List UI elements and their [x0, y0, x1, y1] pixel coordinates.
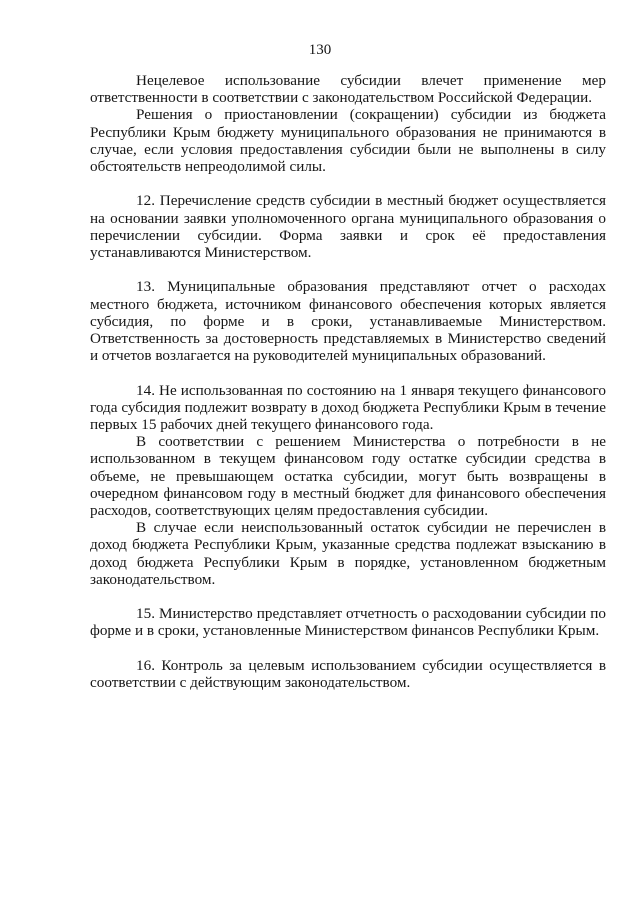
paragraph-suspension-decisions: Решения о приостановлении (сокращении) субсидии из бюджета Республики Крым бюджету муниципального образования не принимаются в случае, если условия предоставления субсидии были не выполнены в силу обстоятельств непреодолимой силы. — [90, 106, 606, 176]
paragraph-item-15: 15. Министерство представляет отчетность о расходовании субсидии по форме и в сроки, установленные Министерством финансов Республики Крым. — [90, 605, 606, 640]
paragraph-gap — [90, 640, 606, 657]
paragraph-item-14-recovery: В случае если неиспользованный остаток субсидии не перечислен в доход бюджета Республики Крым, указанные средства подлежат взысканию в доход бюджета Республики Крым в порядке, установленном бюджетным законодательством. — [90, 519, 606, 588]
paragraph-item-13: 13. Муниципальные образования представляют отчет о расходах местного бюджета, источником финансового обеспечения которых является субсидия, по форме и в сроки, устанавливаемые Министерством. Ответственность за достоверность представляемых в Министерство сведений и отчетов возлагается на руководителей муниципальных образований. — [90, 278, 606, 365]
paragraph-gap — [90, 175, 606, 192]
paragraph-item-12: 12. Перечисление средств субсидии в местный бюджет осуществляется на основании заявки уполномоченного органа муниципального образования о перечислении субсидии. Форма заявки и срок её предоставления устанавливаются Министерством. — [90, 192, 606, 262]
paragraph-item-16: 16. Контроль за целевым использованием субсидии осуществляется в соответствии с действующим законодательством. — [90, 656, 606, 692]
paragraph-item-14-return: В соответствии с решением Министерства о потребности в не использованном в текущем финансовом году остатке субсидии средства в объеме, не превышающем остатка субсидии, могут быть возвращены в очередном финансовом году в местный бюджет для финансового обеспечения расходов, соответствующих целям предоставления субсидии. — [90, 433, 606, 520]
paragraph-gap — [90, 364, 606, 381]
page-number: 130 — [308, 42, 332, 58]
paragraph-misuse-liability: Нецелевое использование субсидии влечет применение мер ответственности в соответствии с законодательством Российской Федерации. — [90, 72, 606, 107]
document-body — [90, 72, 606, 691]
paragraph-item-14: 14. Не использованная по состоянию на 1 января текущего финансового года субсидия подлежит возврату в доход бюджета Республики Крым в течение первых 15 рабочих дней текущего финансового года. — [90, 381, 606, 434]
paragraph-gap — [90, 261, 606, 278]
paragraph-gap — [90, 588, 606, 605]
